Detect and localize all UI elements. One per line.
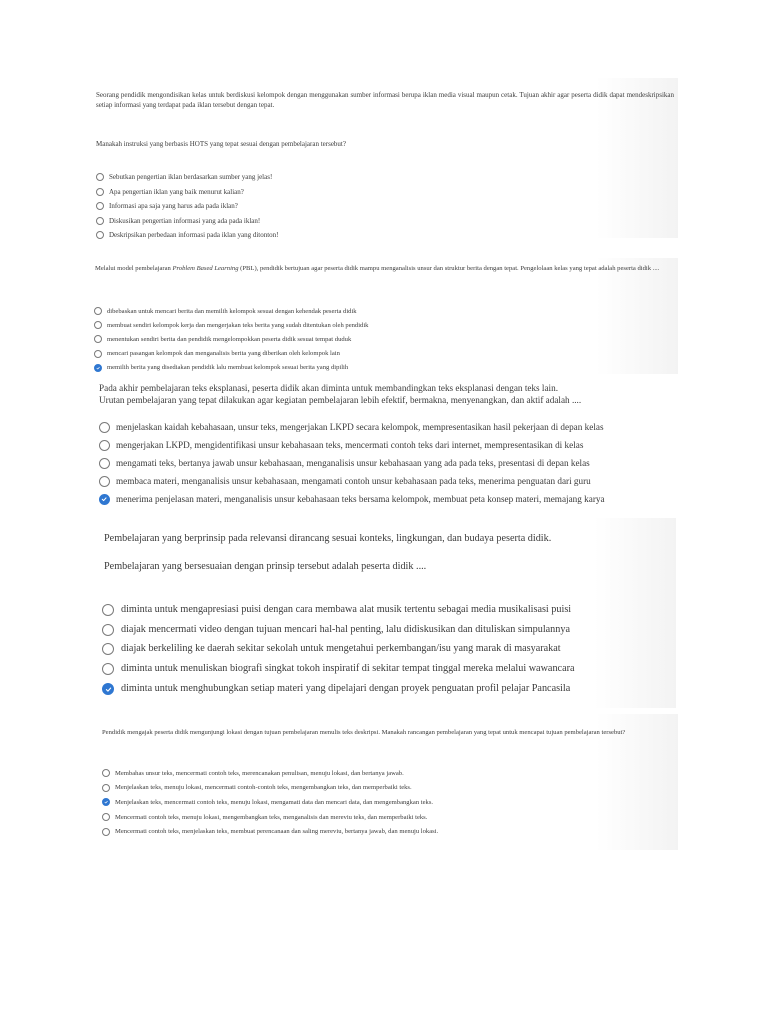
option-label: menjelaskan kaidah kebahasaan, unsur teks, mengerjakan LKPD secara kelompok, mempresentasikan hasil pekerjaan di depan kelas [116,422,604,433]
option-label: menentukan sendiri berita dan pendidik mengelompokkan peserta didik sesuai tempat duduk [107,335,352,343]
answer-option[interactable] [94,332,368,346]
radio-button-icon[interactable] [96,231,104,239]
option-label: Menjelaskan teks, menuju lokasi, mencermati contoh-contoh teks, mengembangkan teks, dan memperbaiki teks. [115,784,412,792]
answer-options [102,600,575,699]
radio-button-icon[interactable] [102,643,114,655]
radio-button-icon[interactable] [94,335,102,343]
answer-option[interactable] [102,640,575,660]
option-label: Mencermati contoh teks, menuju lokasi, mengembangkan teks, menganalisis dan mereviu teks, dan memperbaiki teks. [115,813,428,821]
option-label: membuat sendiri kelompok kerja dan mengerjakan teks berita yang sudah ditentukan oleh pendidik [107,321,369,329]
option-label: mengamati teks, bertanya jawab unsur kebahasaan, menganalisis unsur kebahasaan yang ada pada teks, presentasi di depan kelas [116,457,590,468]
question-card-1 [92,78,678,238]
radio-button-icon[interactable] [102,828,110,836]
question-card-4 [92,518,676,708]
option-label: Deskripsikan perbedaan informasi pada iklan yang ditonton! [109,231,279,240]
radio-button-icon[interactable] [99,422,110,433]
answer-options [102,766,438,839]
answer-option[interactable] [102,620,575,640]
radio-checked-icon[interactable] [102,798,110,806]
option-label: diminta untuk menuliskan biografi singkat tokoh inspiratif di sekitar tempat tinggal mereka melalui wawancara [121,663,575,675]
option-label: diajak mencermati video dengan tujuan mencari hal-hal penting, lalu didiskusikan dan dituliskan simpulannya [121,623,570,635]
answer-options [99,419,605,508]
radio-checked-icon[interactable] [94,364,102,372]
option-label: Apa pengertian iklan yang baik menurut kalian? [109,187,244,196]
radio-checked-icon[interactable] [99,494,110,505]
answer-option[interactable] [96,185,279,200]
radio-button-icon[interactable] [102,784,110,792]
model-name: Problem Based Learning [172,265,239,272]
radio-button-icon[interactable] [96,173,104,181]
answer-option[interactable] [94,304,368,318]
question-prompt: Pembelajaran yang bersesuaian dengan prinsip tersebut adalah peserta didik .... [104,561,427,572]
answer-option[interactable] [102,810,438,825]
answer-option[interactable] [96,214,279,229]
option-label: Menjelaskan teks, mencermati contoh teks, menuju lokasi, mengamati data dan mencari data, dan mengembangkan teks. [115,798,434,806]
answer-option[interactable] [102,781,438,796]
radio-button-icon[interactable] [96,217,104,225]
question-card-3 [92,376,638,514]
radio-button-icon[interactable] [102,813,110,821]
option-label: Sebutkan pengertian iklan berdasarkan sumber yang jelas! [109,173,273,182]
radio-button-icon[interactable] [102,769,110,777]
answer-option[interactable] [94,318,368,332]
answer-option[interactable] [94,361,368,375]
radio-button-icon[interactable] [102,663,114,675]
question-card-5 [92,714,678,850]
option-label: diajak berkeliling ke daerah sekitar sekolah untuk mengetahui perkembangan/isu yang marak di masyarakat [121,643,561,655]
answer-option[interactable] [99,419,605,437]
answer-option[interactable] [96,199,279,214]
answer-options [94,304,368,375]
answer-option[interactable] [99,437,605,455]
radio-button-icon[interactable] [94,350,102,358]
answer-option[interactable] [99,455,605,473]
answer-option[interactable] [102,679,575,699]
option-label: Diskusikan pengertian informasi yang ada pada iklan! [109,216,261,225]
option-label: mencari pasangan kelompok dan menganalisis berita yang diberikan oleh kelompok lain [107,350,340,358]
radio-button-icon[interactable] [94,307,102,315]
option-label: diminta untuk mengapresiasi puisi dengan cara membawa alat musik tertentu sebagai media musikalisasi puisi [121,603,572,615]
option-label: dibebaskan untuk mencari berita dan memilih kelompok sesuai dengan kehendak peserta didik [107,307,357,315]
answer-option[interactable] [102,766,438,781]
radio-button-icon[interactable] [102,624,114,636]
question-stem: Pembelajaran yang berprinsip pada relevansi dirancang sesuai konteks, lingkungan, dan budaya peserta didik. [104,533,552,544]
question-stem [95,264,675,273]
answer-option[interactable] [102,824,438,839]
option-label: membaca materi, menganalisis unsur kebahasaan, mengamati contoh unsur kebahasaan pada teks, menerima penguatan dari guru [116,475,591,486]
answer-option[interactable] [94,347,368,361]
option-label: mengerjakan LKPD, mengidentifikasi unsur kebahasaan teks, mencermati contoh teks dari internet, mempresentasikan di kelas [116,440,584,451]
radio-button-icon[interactable] [96,202,104,210]
question-stem: Pada akhir pembelajaran teks eksplanasi, peserta didik akan diminta untuk membandingkan teks eksplanasi dengan teks lain. [99,383,558,393]
option-label: diminta untuk menghubungkan setiap materi yang dipelajari dengan proyek penguatan profil pelajar Pancasila [121,683,571,695]
answer-option[interactable] [102,600,575,620]
radio-checked-icon[interactable] [102,683,114,695]
radio-button-icon[interactable] [96,188,104,196]
answer-option[interactable] [96,228,279,243]
answer-options [96,170,279,243]
question-prompt: Urutan pembelajaran yang tepat dilakukan agar kegiatan pembelajaran lebih efektif, bermakna, menyenangkan, dan aktif adalah .... [99,395,582,405]
radio-button-icon[interactable] [99,476,110,487]
option-label: memilih berita yang disediakan pendidik lalu membuat kelompok sesuai berita yang dipilih [107,364,349,372]
answer-option[interactable] [102,659,575,679]
question-stem: Pendidik mengajak peserta didik mengunjungi lokasi dengan tujuan pembelajaran menulis teks deskripsi. Manakah rancangan pembelajaran yang tepat untuk mencapai tujuan pembelajaran tersebut? [102,729,626,736]
answer-option[interactable] [99,490,605,508]
question-prompt: Manakah instruksi yang berbasis HOTS yang tepat sesuai dengan pembelajaran tersebut? [96,140,346,148]
answer-option[interactable] [102,795,438,810]
radio-button-icon[interactable] [94,321,102,329]
question-card-2 [92,258,678,374]
option-label: Membahas unsur teks, mencermati contoh teks, merencanakan penulisan, menuju lokasi, dan bertanya jawab. [115,769,404,777]
answer-option[interactable] [96,170,279,185]
option-label: Informasi apa saja yang harus ada pada iklan? [109,202,238,211]
radio-button-icon[interactable] [99,440,110,451]
answer-option[interactable] [99,472,605,490]
radio-button-icon[interactable] [102,604,114,616]
question-stem: Seorang pendidik mengondisikan kelas untuk berdiskusi kelompok dengan menggunakan sumber informasi berupa iklan media visual maupun cetak. Tujuan akhir agar peserta didik dapat mendeskripsikan setiap informasi yang terdapat pada iklan tersebut dengan tepat. [96,91,674,109]
option-label: Mencermati contoh teks, menjelaskan teks, membuat perencanaan dan saling mereviu, bertanya jawab, dan menuju lokasi. [115,828,439,836]
radio-button-icon[interactable] [99,458,110,469]
stem-text: Melalui model pembelajaran [95,265,173,272]
option-label: menerima penjelasan materi, menganalisis unsur kebahasaan teks bersama kelompok, membuat peta konsep materi, memajang karya [116,493,605,504]
stem-text: (PBL), pendidik bertujuan agar peserta didik mampu menganalisis unsur dan struktur berita dengan tepat. Pengelolaan kelas yang tepat adalah peserta didik .... [238,265,660,272]
